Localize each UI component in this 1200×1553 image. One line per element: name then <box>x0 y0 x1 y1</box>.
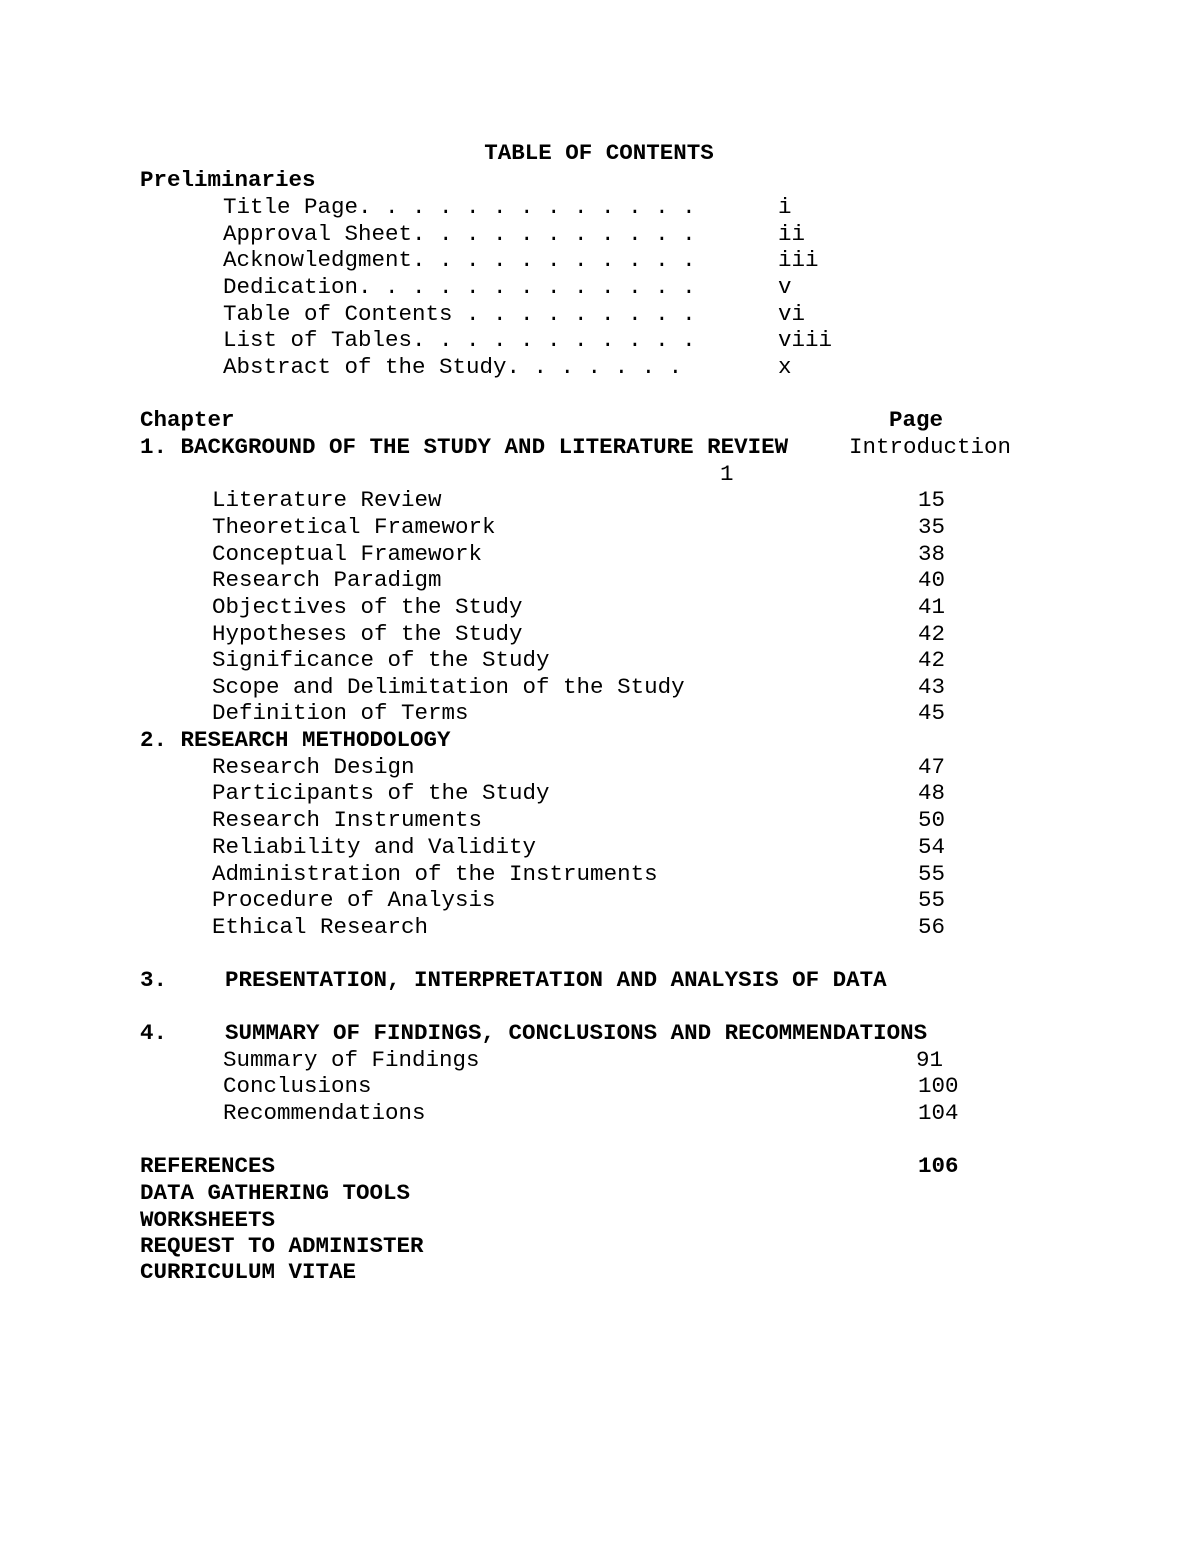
toc-entry-label: Reliability and Validity <box>212 834 537 860</box>
preliminaries-heading: Preliminaries <box>140 167 316 193</box>
toc-entry-page: 42 <box>918 647 946 673</box>
toc-entry-page: viii <box>778 327 833 353</box>
toc-entry-page: 40 <box>918 567 946 593</box>
toc-entry-page: 15 <box>918 487 946 513</box>
toc-entry-page: 50 <box>918 807 946 833</box>
chapter-2-title: 2. RESEARCH METHODOLOGY <box>140 727 451 753</box>
chapter-3-title: PRESENTATION, INTERPRETATION AND ANALYSIS OF DATA <box>225 967 887 993</box>
toc-entry-label: Hypotheses of the Study <box>212 621 523 647</box>
toc-entry-label: Acknowledgment. . . . . . . . . . . <box>223 247 696 273</box>
toc-entry-page: 45 <box>918 700 946 726</box>
toc-entry-page: 91 <box>916 1047 944 1073</box>
chapter-4-title: SUMMARY OF FINDINGS, CONCLUSIONS AND RECOMMENDATIONS <box>225 1020 928 1046</box>
toc-entry-label: Definition of Terms <box>212 700 469 726</box>
toc-entry-page: vi <box>778 301 806 327</box>
page-title: TABLE OF CONTENTS <box>484 140 714 166</box>
toc-entry-label: Literature Review <box>212 487 442 513</box>
toc-entry-page: 38 <box>918 541 946 567</box>
toc-entry-page: 1 <box>720 461 734 487</box>
toc-entry-label: Procedure of Analysis <box>212 887 496 913</box>
back-matter-item: DATA GATHERING TOOLS <box>140 1180 411 1206</box>
toc-entry-label: Ethical Research <box>212 914 429 940</box>
back-matter-item: WORKSHEETS <box>140 1207 276 1233</box>
toc-entry-label: List of Tables. . . . . . . . . . . <box>223 327 696 353</box>
chapter-column-heading: Chapter <box>140 407 235 433</box>
page-column-heading: Page <box>889 407 944 433</box>
chapter-4-number: 4. <box>140 1020 168 1046</box>
toc-entry-label: Objectives of the Study <box>212 594 523 620</box>
back-matter-item: REQUEST TO ADMINISTER <box>140 1233 424 1259</box>
references-heading: REFERENCES <box>140 1153 276 1179</box>
toc-entry-label: Research Design <box>212 754 415 780</box>
toc-entry-label: Recommendations <box>223 1100 426 1126</box>
toc-entry-label: Summary of Findings <box>223 1047 480 1073</box>
toc-entry-page: 43 <box>918 674 946 700</box>
toc-entry-label: Table of Contents . . . . . . . . . <box>223 301 696 327</box>
chapter-1-title: 1. BACKGROUND OF THE STUDY AND LITERATURE REVIEW <box>140 434 789 460</box>
toc-entry-label: Approval Sheet. . . . . . . . . . . <box>223 221 696 247</box>
toc-entry-page: 54 <box>918 834 946 860</box>
toc-entry-page: 47 <box>918 754 946 780</box>
toc-entry-page: 55 <box>918 861 946 887</box>
toc-entry-label: Scope and Delimitation of the Study <box>212 674 685 700</box>
toc-entry-page: 35 <box>918 514 946 540</box>
toc-entry-label: Theoretical Framework <box>212 514 496 540</box>
references-page: 106 <box>918 1153 959 1179</box>
toc-entry-label: Research Paradigm <box>212 567 442 593</box>
toc-entry-label: Research Instruments <box>212 807 483 833</box>
toc-entry-label: Participants of the Study <box>212 780 550 806</box>
toc-entry-page: 42 <box>918 621 946 647</box>
toc-entry-page: 41 <box>918 594 946 620</box>
chapter-3-number: 3. <box>140 967 168 993</box>
toc-entry-label: Abstract of the Study. . . . . . . <box>223 354 683 380</box>
toc-entry-label: Introduction <box>849 434 1012 460</box>
toc-entry-page: x <box>778 354 792 380</box>
toc-entry-page: 104 <box>918 1100 959 1126</box>
toc-entry-page: 48 <box>918 780 946 806</box>
toc-entry-label: Conclusions <box>223 1073 372 1099</box>
toc-entry-label: Title Page. . . . . . . . . . . . . <box>223 194 696 220</box>
back-matter-item: CURRICULUM VITAE <box>140 1259 357 1285</box>
toc-entry-label: Dedication. . . . . . . . . . . . . <box>223 274 696 300</box>
toc-entry-label: Conceptual Framework <box>212 541 483 567</box>
toc-entry-page: i <box>778 194 792 220</box>
toc-entry-label: Significance of the Study <box>212 647 550 673</box>
toc-entry-page: 55 <box>918 887 946 913</box>
toc-entry-page: 100 <box>918 1073 959 1099</box>
toc-entry-page: ii <box>778 221 806 247</box>
toc-entry-label: Administration of the Instruments <box>212 861 658 887</box>
toc-entry-page: iii <box>778 247 819 273</box>
toc-entry-page: 56 <box>918 914 946 940</box>
toc-entry-page: v <box>778 274 792 300</box>
